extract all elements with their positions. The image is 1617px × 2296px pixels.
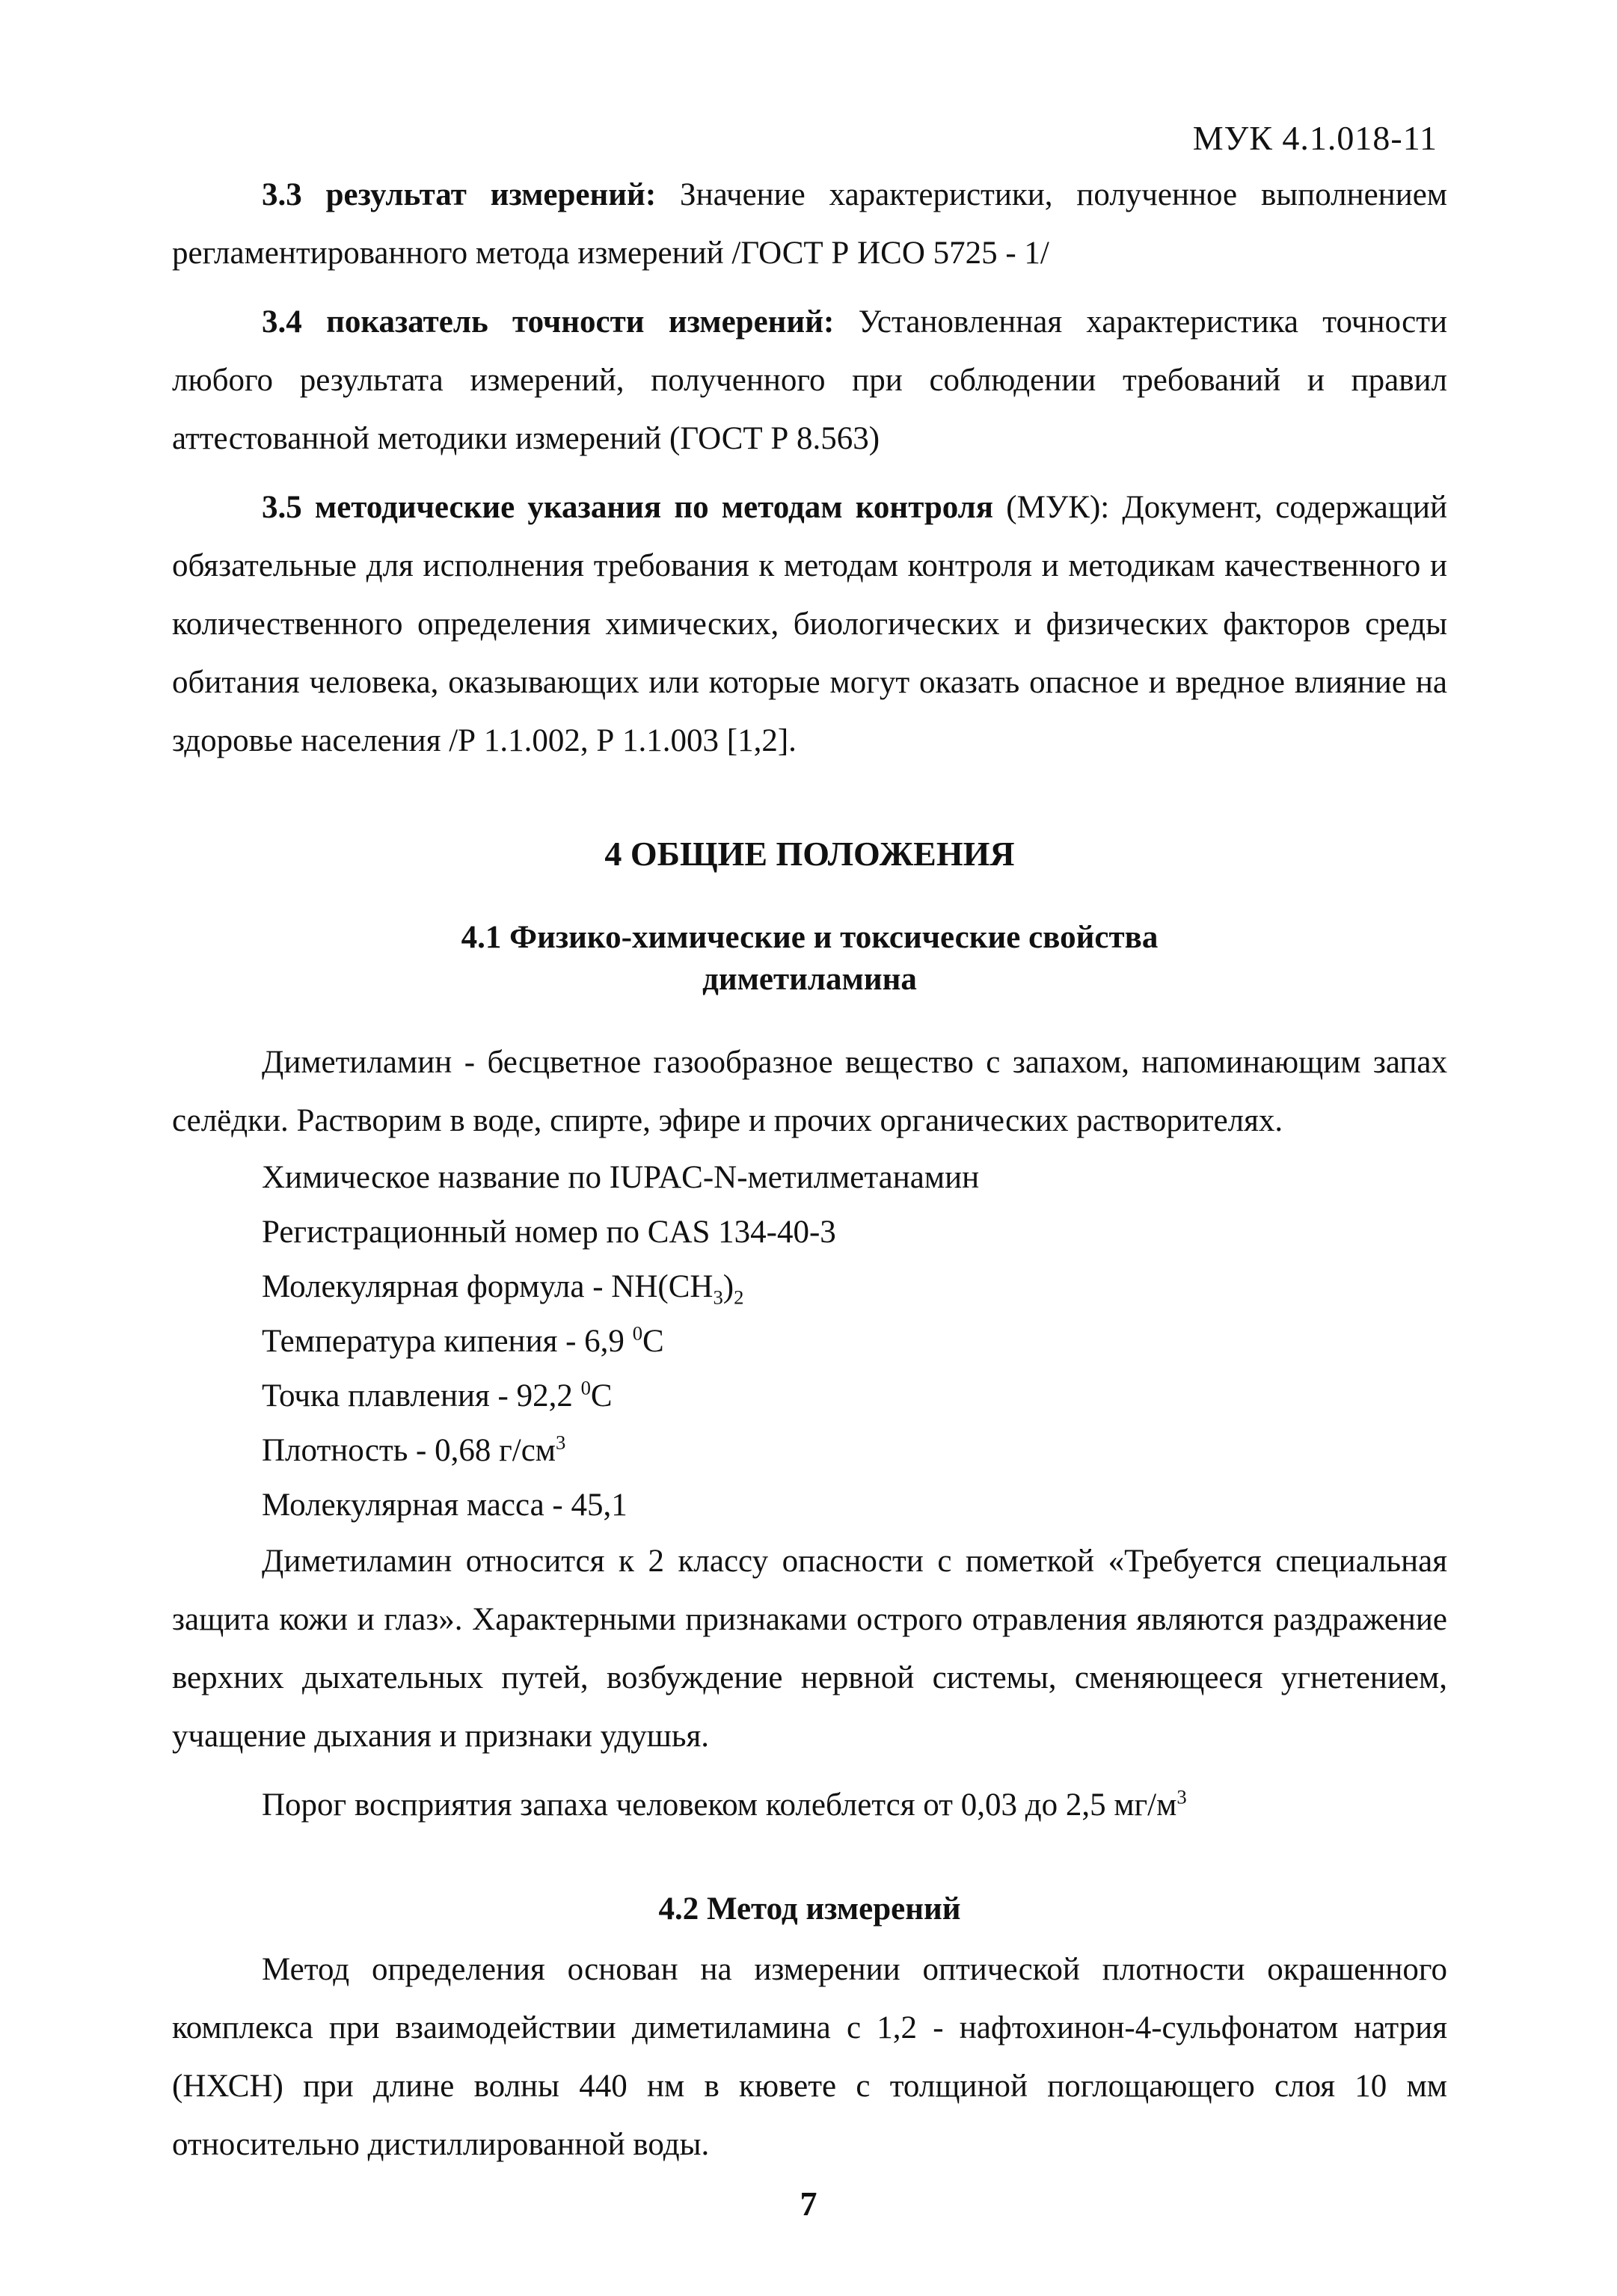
definition-text: Установленная характеристика точности любого результата измерений, полученного при соблюдении требований и правил аттестованной методики измерений (ГОСТ Р 8.563) <box>172 304 1447 456</box>
definition-term: 3.4 показатель точности измерений: <box>262 304 835 340</box>
method-paragraph: Метод определения основан на измерении оптической плотности окрашенного комплекса при взаимодействии диметиламина с 1,2 - нафтохинон-4-сульфонатом натрия (НХСН) при длине волны 440 нм в кювете с толщиной поглощающего слоя 10 мм относительно дистиллированной воды. <box>172 1952 1447 2162</box>
chemical-name: Химическое название по IUPAC-N-метилметанамин <box>262 1160 980 1195</box>
definition-text: (МУК): Документ, содержащий обязательные для исполнения требования к методам контроля и методикам качественного и количественного определения химических, биологических и физических факторов среды обитания человека, оказывающих или которые могут оказать опасное и вредное влияние на здоровье населения /Р 1.1.002, Р 1.1.003 [1,2]. <box>172 490 1447 758</box>
section-heading: 4 ОБЩИЕ ПОЛОЖЕНИЯ <box>604 835 1015 873</box>
molecular-mass: Молекулярная масса - 45,1 <box>262 1488 628 1523</box>
definition-3-4 <box>172 293 1447 468</box>
definition-3-5 <box>172 479 1447 770</box>
hazard-paragraph: Диметиламин относится к 2 классу опасности с пометкой «Требуется специальная защита кожи и глаз». Характерными признаками острого отравления являются раздражение верхних дыхательных путей, возбуждение нервной системы, сменяющееся угнетением, учащение дыхания и признаки удушья. <box>172 1544 1447 1754</box>
subsection-heading-line2: диметиламина <box>702 962 917 997</box>
density: Плотность - 0,68 $г/см^3$ <box>262 1431 566 1468</box>
odor-threshold: Порог восприятия запаха человеком колеблется от 0,03 до 2,5 $мг/м^3$ <box>262 1785 1187 1823</box>
cas-number: Регистрационный номер по CAS 134-40-3 <box>262 1215 836 1250</box>
page-content <box>172 166 1447 2174</box>
substance-intro: Диметиламин - бесцветное газообразное вещество с запахом, напоминающим запах селёдки. Растворим в воде, спирте, эфире и прочих органических растворителях. <box>172 1045 1447 1138</box>
definition-term: 3.5 методические указания по методам контроля <box>262 490 994 525</box>
subsection-heading-line1: 4.1 Физико-химические и токсические свойства <box>461 920 1159 955</box>
definition-term: 3.3 результат измерений: <box>262 177 657 212</box>
page-number: 7 <box>800 2185 817 2223</box>
melting-point: Точка плавления - 92,2 $^0$С <box>262 1376 613 1413</box>
definition-3-3 <box>172 166 1447 283</box>
subsection-heading: 4.2 Метод измерений <box>658 1891 961 1927</box>
definition-text: Значение характеристики, полученное выполнением регламентированного метода измерений /ГОСТ Р ИСО 5725 - 1/ <box>172 177 1448 271</box>
molecular-formula: Молекулярная формула - $NH(CH_3)_2$ <box>262 1269 744 1309</box>
boiling-point: Температура кипения - 6,9 $^0$С <box>262 1322 664 1359</box>
document-code: МУК 4.1.018-11 <box>1192 119 1437 157</box>
